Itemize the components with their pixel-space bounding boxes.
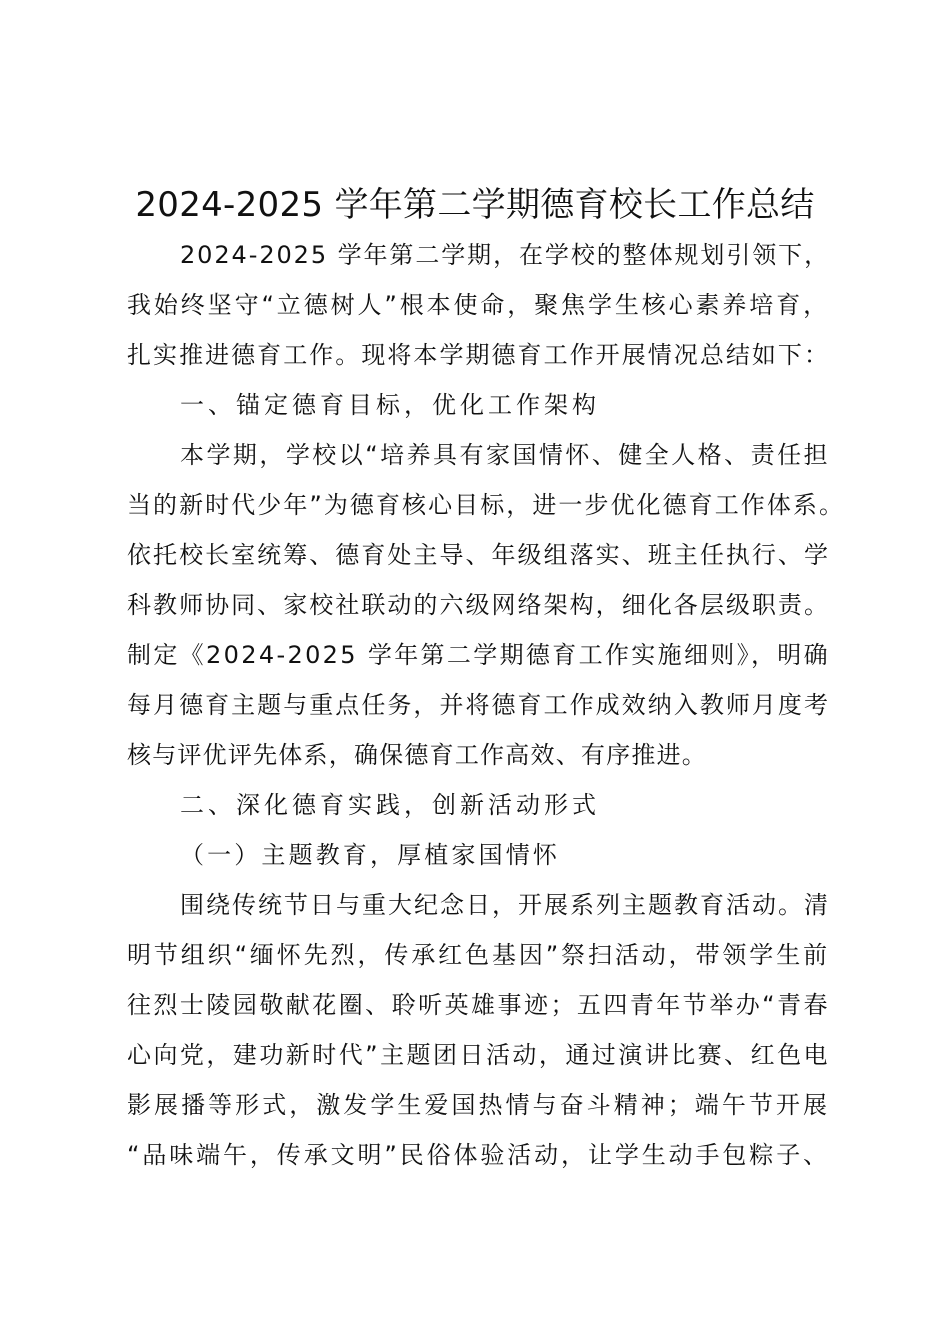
subsection-heading: （一）主题教育，厚植家国情怀 bbox=[180, 841, 560, 869]
paragraph-line: 本学期，学校以“培养具有家国情怀、健全人格、责任担 bbox=[180, 441, 830, 469]
paragraph-line: 当的新时代少年”为德育核心目标，进一步优化德育工作体系。 bbox=[127, 491, 845, 519]
paragraph-line: 心向党，建功新时代”主题团日活动，通过演讲比赛、红色电 bbox=[127, 1041, 830, 1069]
paragraph-line: 影展播等形式，激发学生爱国热情与奋斗精神；端午节开展 bbox=[127, 1091, 830, 1119]
paragraph-line: 2024-2025 学年第二学期，在学校的整体规划引领下， bbox=[180, 241, 830, 269]
paragraph-line: 核与评优评先体系，确保德育工作高效、有序推进。 bbox=[127, 741, 707, 769]
paragraph-line: “品味端午，传承文明”民俗体验活动，让学生动手包粽子、 bbox=[127, 1141, 830, 1169]
paragraph-line: 往烈士陵园敬献花圈、聆听英雄事迹；五四青年节举办“青春 bbox=[127, 991, 830, 1019]
paragraph-line: 依托校长室统筹、德育处主导、年级组落实、班主任执行、学 bbox=[127, 541, 830, 569]
paragraph-line: 明节组织“缅怀先烈，传承红色基因”祭扫活动，带领学生前 bbox=[127, 941, 830, 969]
section-heading: 二、深化德育实践，创新活动形式 bbox=[180, 791, 600, 819]
paragraph-line: 扎实推进德育工作。现将本学期德育工作开展情况总结如下： bbox=[127, 341, 830, 369]
document-title: 2024-2025 学年第二学期德育校长工作总结 bbox=[135, 185, 815, 225]
paragraph-line: 科教师协同、家校社联动的六级网络架构，细化各层级职责。 bbox=[127, 591, 830, 619]
section-heading: 一、锚定德育目标，优化工作架构 bbox=[180, 391, 600, 419]
paragraph-line: 我始终坚守“立德树人”根本使命，聚焦学生核心素养培育， bbox=[127, 291, 830, 319]
paragraph-line: 制定《2024-2025 学年第二学期德育工作实施细则》，明确 bbox=[127, 641, 830, 669]
paragraph-line: 每月德育主题与重点任务，并将德育工作成效纳入教师月度考 bbox=[127, 691, 830, 719]
paragraph-line: 围绕传统节日与重大纪念日，开展系列主题教育活动。清 bbox=[180, 891, 830, 919]
